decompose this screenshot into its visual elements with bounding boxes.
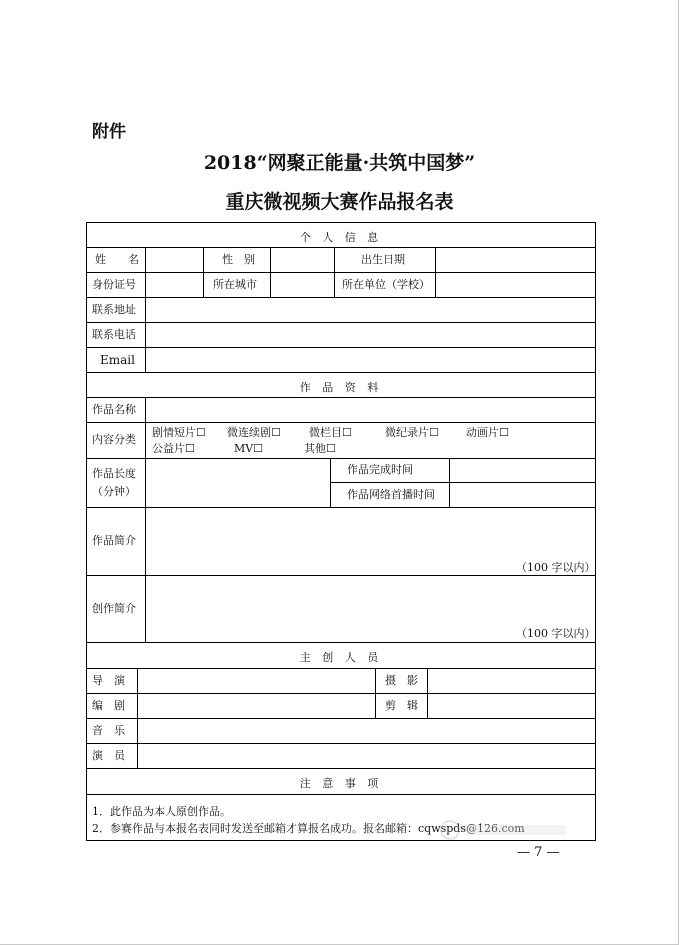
- category-public-service[interactable]: 公益片☐: [152, 442, 195, 455]
- label-creation-intro: 创作简介: [92, 602, 136, 615]
- label-editor: 剪 辑: [385, 699, 418, 712]
- column-divider: [145, 397, 146, 642]
- page-number: — 7 —: [517, 845, 560, 860]
- watermark-logo: [430, 815, 580, 845]
- creation-word-limit: （100 字以内）: [516, 627, 596, 640]
- section-header-creators: 主 创 人 员: [299, 651, 383, 664]
- row-divider: [86, 794, 596, 795]
- column-divider: [330, 458, 331, 507]
- label-birth-date: 出生日期: [361, 253, 405, 266]
- label-phone: 联系电话: [92, 328, 136, 341]
- row-divider: [86, 575, 596, 576]
- column-divider: [435, 247, 436, 297]
- row-divider: [86, 297, 596, 298]
- label-finish-time: 作品完成时间: [347, 463, 413, 476]
- label-work-intro: 作品简介: [92, 534, 136, 547]
- row-divider: [86, 247, 596, 248]
- label-id-number: 身份证号: [92, 278, 136, 291]
- column-divider: [137, 668, 138, 768]
- column-divider: [427, 668, 428, 718]
- column-divider: [203, 247, 204, 297]
- row-divider: [86, 422, 596, 423]
- category-other[interactable]: 其他☐: [304, 442, 336, 455]
- label-camera: 摄 影: [385, 674, 418, 687]
- label-work-length: 作品长度: [92, 467, 136, 480]
- intro-word-limit: （100 字以内）: [516, 561, 596, 574]
- section-header-works: 作 品 资 料: [299, 381, 383, 394]
- row-divider: [86, 668, 596, 669]
- label-work-name: 作品名称: [92, 403, 136, 416]
- column-divider: [145, 247, 146, 372]
- row-divider: [86, 743, 596, 744]
- category-animation[interactable]: 动画片☐: [466, 426, 509, 439]
- label-music: 音 乐: [92, 724, 125, 737]
- row-divider: [86, 507, 596, 508]
- category-drama-short[interactable]: 剧情短片☐: [152, 426, 206, 439]
- label-category: 内容分类: [92, 433, 136, 446]
- label-director: 导 演: [92, 674, 125, 687]
- row-divider: [86, 768, 596, 769]
- label-work-length-unit: （分钟）: [92, 485, 136, 498]
- row-divider: [86, 272, 596, 273]
- row-divider: [86, 693, 596, 694]
- label-unit: 所在单位（学校）: [342, 278, 430, 291]
- form-title-line2: 重庆微视频大赛作品报名表: [225, 191, 454, 213]
- section-header-notes: 注 意 事 项: [299, 777, 383, 790]
- column-divider: [375, 668, 376, 718]
- category-micro-series[interactable]: 微连续剧☐: [227, 426, 281, 439]
- label-gender: 性 别: [222, 253, 255, 266]
- column-divider: [270, 247, 271, 297]
- form-title-line1: 2018“网聚正能量·共筑中国梦”: [203, 152, 476, 174]
- category-mv[interactable]: MV☐: [234, 442, 264, 455]
- row-divider: [86, 372, 596, 373]
- registration-form-table: [86, 222, 596, 841]
- category-micro-documentary[interactable]: 微纪录片☐: [385, 426, 439, 439]
- row-divider: [86, 718, 596, 719]
- attachment-label: 附件: [92, 122, 126, 142]
- label-name: 姓 名: [95, 253, 139, 266]
- column-divider: [449, 458, 450, 507]
- label-first-broadcast-time: 作品网络首播时间: [347, 488, 435, 501]
- row-divider: [86, 397, 596, 398]
- label-city: 所在城市: [213, 278, 257, 291]
- label-writer: 编 剧: [92, 699, 125, 712]
- category-micro-column[interactable]: 微栏目☐: [309, 426, 352, 439]
- section-header-personal: 个 人 信 息: [299, 231, 383, 244]
- label-email: Email: [100, 353, 135, 367]
- row-divider: [86, 458, 596, 459]
- note-line-1: 1．此作品为本人原创作品。: [92, 805, 231, 818]
- note-line-2: 2．参赛作品与本报名表同时发送至邮箱才算报名成功。报名邮箱：cqwspds@126.com: [92, 822, 525, 835]
- row-divider: [86, 642, 596, 643]
- column-divider: [334, 247, 335, 297]
- label-address: 联系地址: [92, 303, 136, 316]
- label-actor: 演 员: [92, 749, 125, 762]
- row-divider: [86, 347, 596, 348]
- row-divider: [86, 322, 596, 323]
- row-divider: [330, 482, 596, 483]
